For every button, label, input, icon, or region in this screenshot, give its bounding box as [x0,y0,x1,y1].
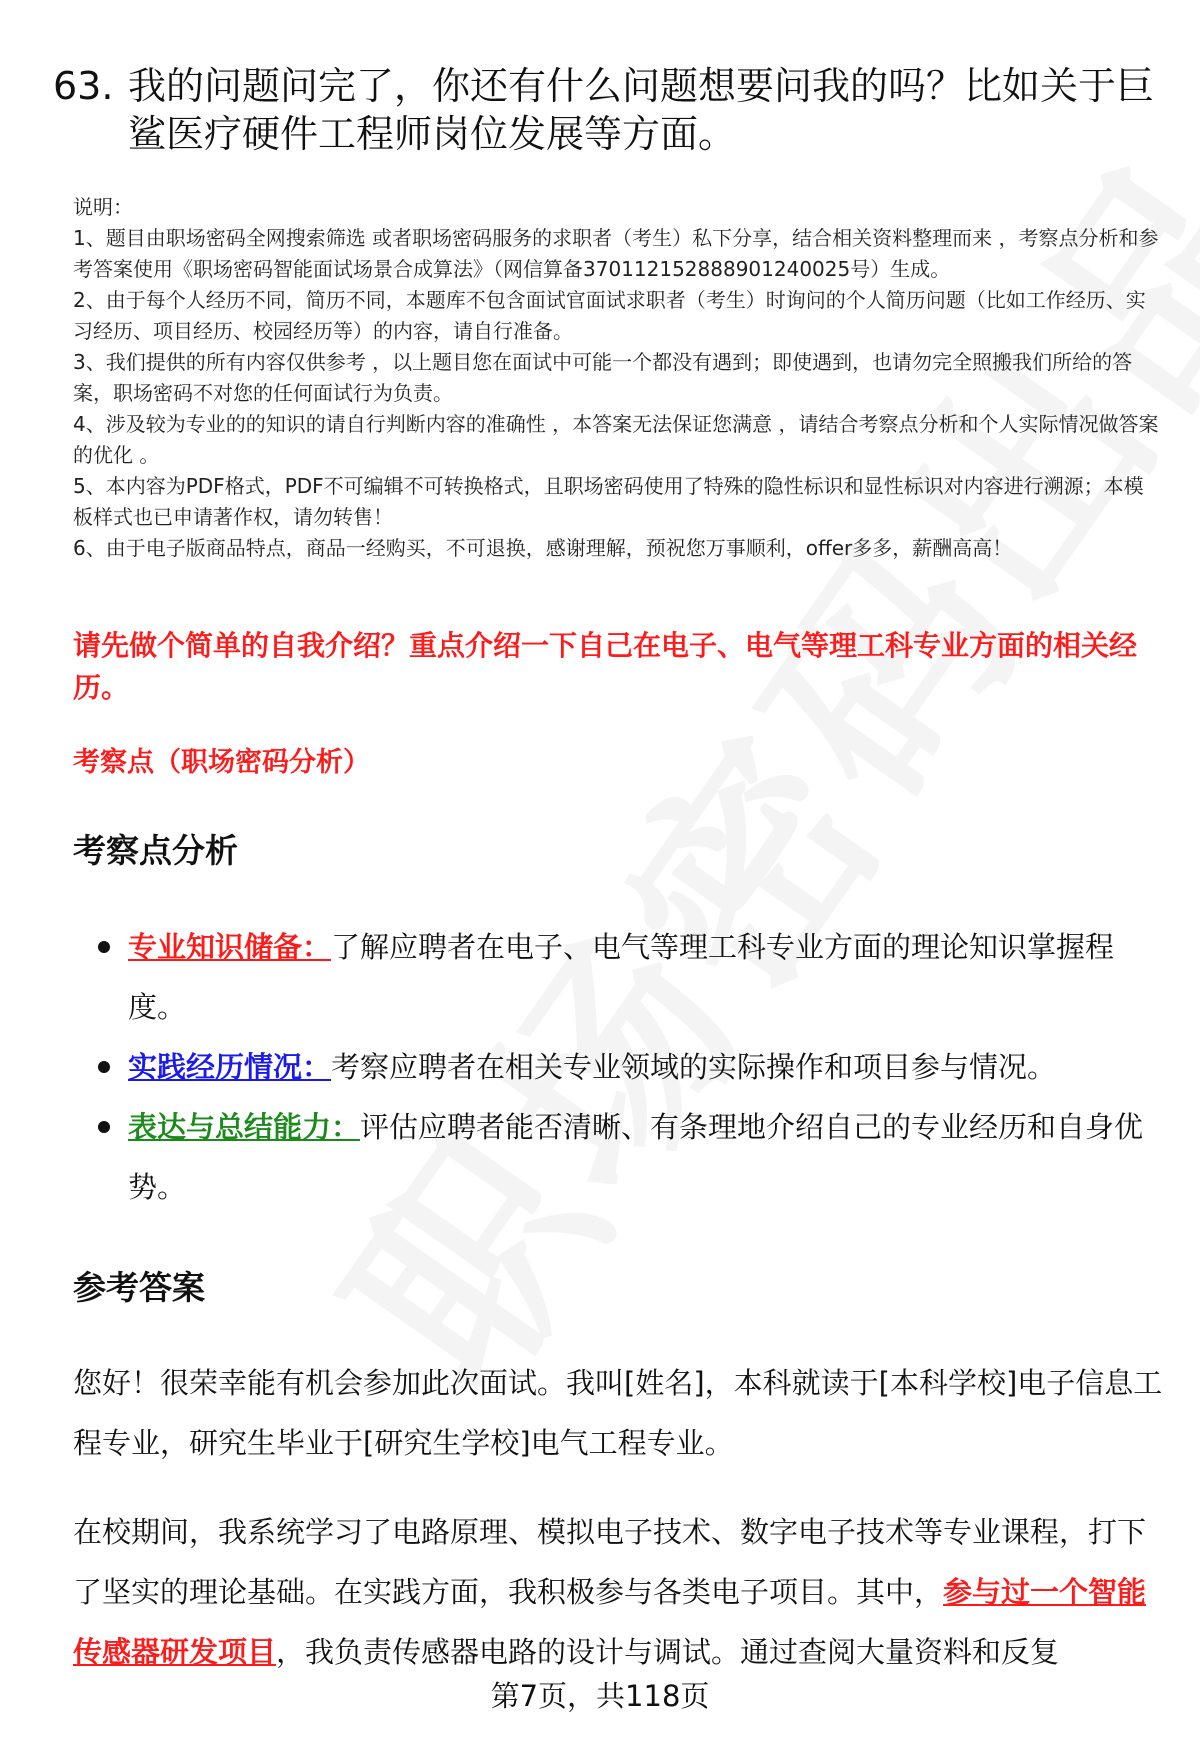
question-title [53,62,1163,158]
analysis-list [106,917,1166,1217]
note-item: 3、我们提供的所有内容仅供参考 ，以上题目您在面试中可能一个都没有遇到；即使遇到，也请勿完全照搬我们所给的答案，职场密码不对您的任何面试行为负责。 [73,350,1133,405]
answer-highlight: 参与过一个智能传感器研发项目 [73,1575,1147,1669]
bullet-text: 了解应聘者在电子、电气等理工科专业方面的理论知识掌握程度。 [128,930,1115,1024]
answer-paragraph-2 [73,1502,1163,1682]
bullet-text: 考察应聘者在相关专业领域的实际操作和项目参与情况。 [331,1050,1057,1084]
note-item: 2、由于每个人经历不同，简历不同，本题库不包含面试官面试求职者（考生）时询问的个人简历问题（比如工作经历、实习经历、项目经历、校园经历等）的内容，请自行准备。 [73,288,1146,343]
bullet-keyword: 专业知识储备： [128,930,332,964]
list-item [106,1037,1166,1097]
note-item: 5、本内容为PDF格式，PDF不可编辑不可转换格式，且职场密码使用了特殊的隐性标识和显性标识对内容进行溯源；本模板样式也已申请著作权，请勿转售！ [73,474,1144,529]
list-item [106,917,1166,1037]
answer-text: 在校期间，我系统学习了电路原理、模拟电子技术、数字电子技术等专业课程，打下了坚实的理论基础。在实践方面，我积极参与各类电子项目。其中， [73,1515,1147,1609]
bullet-text: 评估应聘者能否清晰、有条理地介绍自己的专业经历和自身优势。 [128,1110,1144,1204]
analysis-heading: 考察点分析 [73,831,238,870]
notes-section [73,192,1163,564]
note-item: 4、涉及较为专业的的知识的请自行判断内容的准确性 ，本答案无法保证您满意 ，请结合考察点分析和个人实际情况做答案的优化 。 [73,412,1159,467]
bullet-icon [98,941,110,953]
question-number: 63. [53,64,114,108]
answer-heading: 参考答案 [73,1268,205,1307]
analysis-label: 考察点（职场密码分析） [73,747,370,778]
note-item: 6、由于电子版商品特点，商品一经购买，不可退换，感谢理解，预祝您万事顺利，offer多多，薪酬高高！ [73,536,1013,560]
note-item: 1、题目由职场密码全网搜索筛选 或者职场密码服务的求职者（考生）私下分享，结合相关资料整理而来 ，考察点分析和参考答案使用《职场密码智能面试场景合成算法》（网信算备370112152888901240025号）生成。 [73,226,1159,281]
bullet-keyword: 实践经历情况： [128,1050,332,1084]
answer-text: ，我负责传感器电路的设计与调试。通过查阅大量资料和反复 [276,1635,1060,1669]
question-text: 我的问题问完了，你还有什么问题想要问我的吗？比如关于巨鲨医疗硬件工程师岗位发展等方面。 [128,64,1155,156]
bullet-keyword: 表达与总结能力： [128,1110,361,1144]
notes-title: 说明： [73,195,133,219]
answer-paragraph-1: 您好！很荣幸能有机会参加此次面试。我叫[姓名]，本科就读于[本科学校]电子信息工程专业，研究生毕业于[研究生学校]电气工程专业。 [73,1366,1163,1460]
bullet-icon [98,1121,110,1133]
page-number: 第7页，共118页 [490,1679,710,1713]
sub-question: 请先做个简单的自我介绍？重点介绍一下自己在电子、电气等理工科专业方面的相关经历。 [73,629,1138,704]
list-item [106,1097,1166,1217]
bullet-icon [98,1061,110,1073]
